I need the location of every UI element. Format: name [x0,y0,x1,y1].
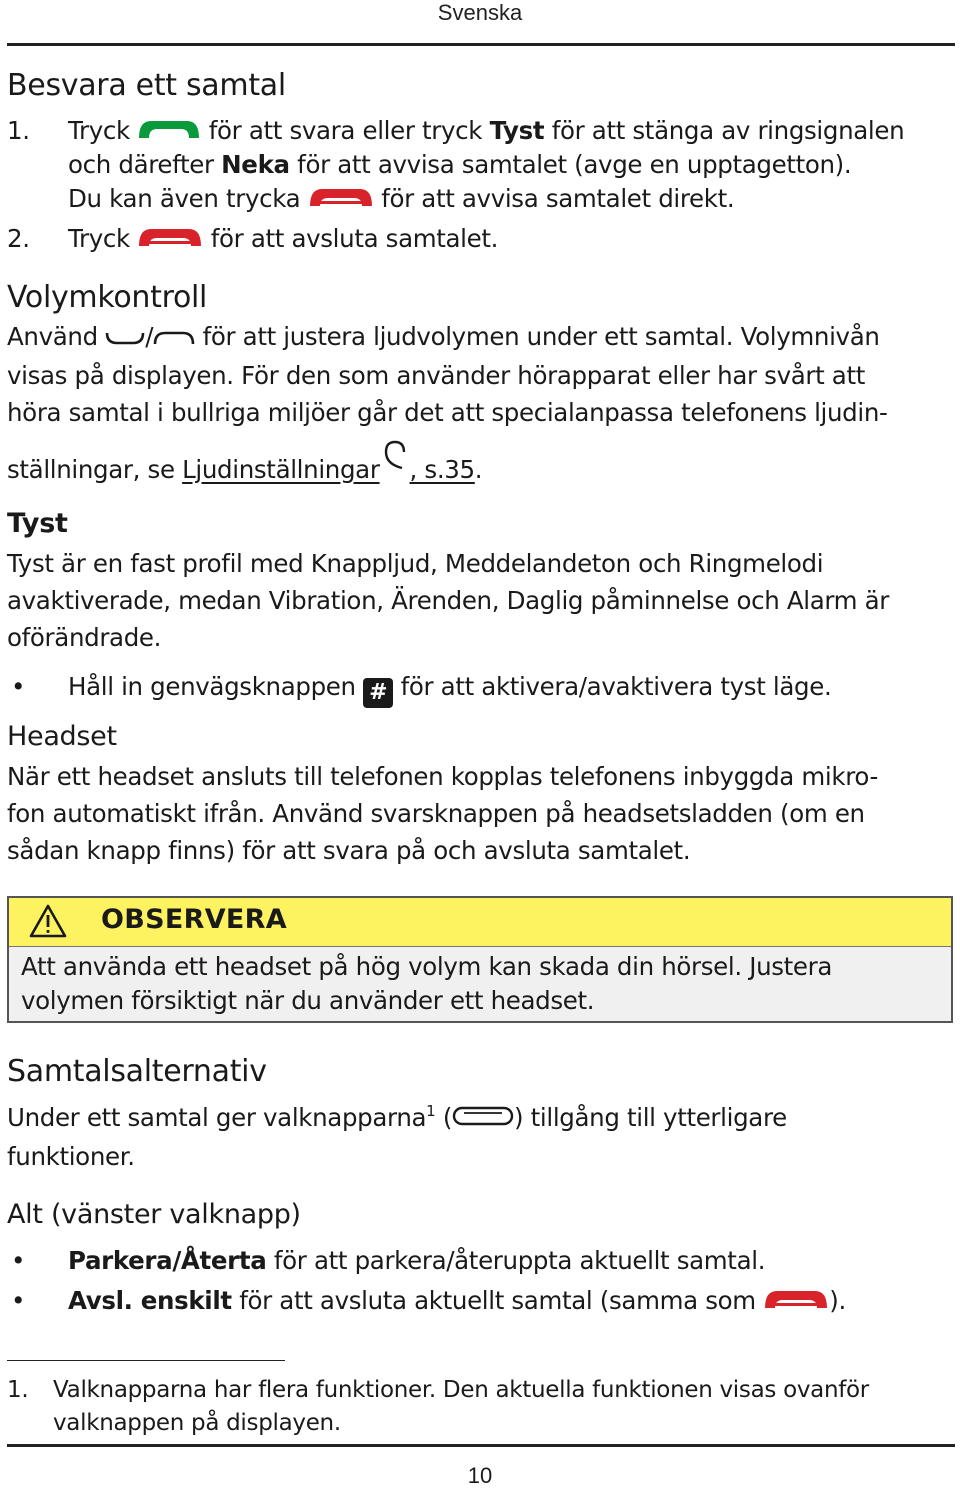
volume-up-key-icon [153,320,195,357]
warning-header [9,898,951,947]
volume-down-key-icon [105,320,145,357]
header-rule [7,43,955,46]
section-title-volume: Volymkontroll [7,280,208,315]
call-key-icon [137,115,201,149]
footnote-rule [7,1360,285,1361]
step-number: 1. [7,116,30,145]
step-number: 2. [7,224,30,253]
footnote-ref[interactable]: 1 [426,1102,436,1120]
hash-key-icon: # [363,678,393,708]
section-title-headset: Headset [7,721,117,752]
warning-triangle-icon [29,904,67,942]
footer-rule [7,1444,955,1447]
volume-paragraph: Använd / för att justera ljudvolymen under ett samtal. Volymnivån visas på displayen. För den som använder hörapparat eller har svårt att höra samtal i bullriga miljöer går det att specialanpassa telefonens ljudin- ställningar, se Ljudinställningar , s.35. [7,318,955,488]
warning-text: Att använda ett headset på hög volym kan skada din hörsel. Justera volymen försiktigt när du använder ett headset. [21,952,833,1015]
section-title-silent: Tyst [7,508,68,539]
warning-title: OBSERVERA [101,904,287,935]
end-key-icon [308,183,374,217]
selection-keys-icon [452,1101,514,1138]
section-title-answer-call: Besvara ett samtal [7,68,286,103]
section-title-call-options: Samtalsalternativ [7,1054,267,1089]
section-title-alt: Alt (vänster valknapp) [7,1199,301,1230]
page-number: 10 [467,1463,493,1488]
silent-paragraph: Tyst är en fast profil med Knappljud, Meddelandeton och Ringmelodi avaktiverade, medan Vibration, Ärenden, Daglig påminnelse och Alarm är oförändrade. [7,549,890,652]
sound-settings-icon [380,440,410,482]
manual-page: Svenska Besvara ett samtal 1. Tryck för att svara eller tryck Tyst för att stänga av ringsignalen och därefter Neka för att avvisa samtalet (avge en upptagetton). Du kan även trycka för att avvisa samtalet direkt. 2. Tryck för att avsluta samtalet. Volymkontroll Använd / för att justera ljudvolymen under ett samtal. Volymnivån visas på displayen. För den som använder hörapparat eller har svårt att höra samtal i bullriga miljöer går det att specialanpassa telefonens ljudin- ställningar, se Ljudinställningar , s.35. Tyst Tyst är en fast profil med Knappljud, Meddelandeton och Ringmelodi avaktiverade, medan Vibration, Ärenden, Daglig påminnelse och Alarm är oförändrade. • Håll in genvägsknappen # för att aktivera/avaktivera tyst läge. Headset När ett headset ansluts till telefonen kopplas telefonens inbyggda mikro- fon automatiskt ifrån. Använd svarsknappen på headsetsladden (om en sådan knapp finns) för att svara på och avsluta samtalet. OBSERVERA Att använda ett headset på hög volym kan skada din hörsel. Justera volymen försiktigt när du använder ett headset. Samtalsalternativ Under ett samtal ger valknapparna$^1$ ( ) tillgång till ytterligare funktioner. Alt (vänster valknapp) • Parkera/Återta för att parkera/återuppta aktuellt samtal. • Avsl. enskilt för att avsluta aktuellt samtal (samma som ). 1. Valknapparna har flera funktioner. Den aktuella funktionen visas ovanför valknappen på displayen. 10 [0,0,960,1493]
end-key-icon [763,1285,829,1319]
header-language: Svenska [437,0,523,25]
sound-settings-link[interactable]: Ljudinställningar , s.35 [182,455,475,484]
end-key-icon [137,223,203,257]
call-options-paragraph: Under ett samtal ger valknapparna$^1$ ( ) tillgång till ytterligare funktioner. [7,1102,787,1171]
headset-paragraph: När ett headset ansluts till telefonen kopplas telefonens inbyggda mikro- fon automatiskt ifrån. Använd svarsknappen på headsetsladden (om en sådan knapp finns) för att svara på och avsluta samtalet. [7,762,878,865]
warning-box [7,896,953,1023]
